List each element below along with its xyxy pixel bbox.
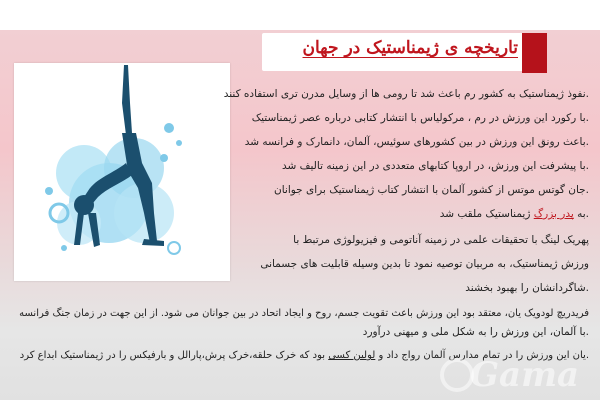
paragraph-line: ورزش ژیمناستیک، به مربیان توصیه نمود تا بدین وسیله قابلیت های جسمانی: [260, 258, 589, 270]
paragraph-line: فریدریچ لودویک یان، معتقد بود این ورزش باعث تقویت جسم، روح و ایجاد اتحاد در بین جوانان می شود. از این جهت در زمان جنگ فرانسه: [19, 308, 589, 319]
paragraph-line: .نفوذ ژیمناستیک به کشور رم باعث شد تا رومی ها از وسایل مدرن تری استفاده کنند: [223, 88, 589, 100]
line-suffix: بود که خرک حلقه،خرک پرش،پارالل و بارفیکس را در ژیمناستیک ابداع کرد: [19, 350, 329, 361]
paragraph-line: .شاگردانشان را بهبود بخشند: [465, 282, 589, 294]
gymnast-illustration: [14, 63, 230, 281]
paragraph-line: پهریک لینگ با تحقیقات علمی در زمینه آناتومی و فیزیولوژی مرتبط با: [293, 234, 589, 246]
paragraph-line: .با پیشرفت این ورزش، در اروپا کتابهای متعددی در این زمینه تالیف شد: [282, 160, 589, 172]
lolin-link[interactable]: لولین کسی: [328, 350, 376, 361]
line-prefix: .یان این ورزش را در تمام مدارس آلمان رواج داد و: [375, 350, 589, 361]
paragraph-line: .جان گوتس موتس از کشور آلمان با انتشار کتاب ژیمناستیک برای جوانان: [274, 184, 589, 196]
watermark-icon: [440, 358, 474, 392]
slide-title: تاریخچه ی ژیمناستیک در جهان: [302, 38, 518, 58]
watermark-text: Gama: [470, 355, 580, 395]
paragraph-line: .با آلمان، این ورزش را به شکل ملی و میهنی درآورد: [362, 326, 589, 338]
line-prefix: .به: [573, 208, 589, 220]
gymnast-silhouette-icon: [14, 63, 230, 281]
line-suffix: ژیمناستیک ملقب شد: [439, 208, 534, 220]
grandfather-link[interactable]: پدر بزرگ: [533, 208, 574, 220]
paragraph-line: [440, 208, 589, 220]
title-accent-block: [522, 33, 547, 73]
paragraph-line: .با رکورد این ورزش در رم ، مرکولیاس با انتشار کتابی درباره عصر ژیمناستیک: [251, 112, 589, 124]
top-margin: [0, 0, 600, 30]
paragraph-line: .باعث رونق این ورزش در بین کشورهای سوئیس، آلمان، دانمارک و فرانسه شد: [244, 136, 589, 148]
